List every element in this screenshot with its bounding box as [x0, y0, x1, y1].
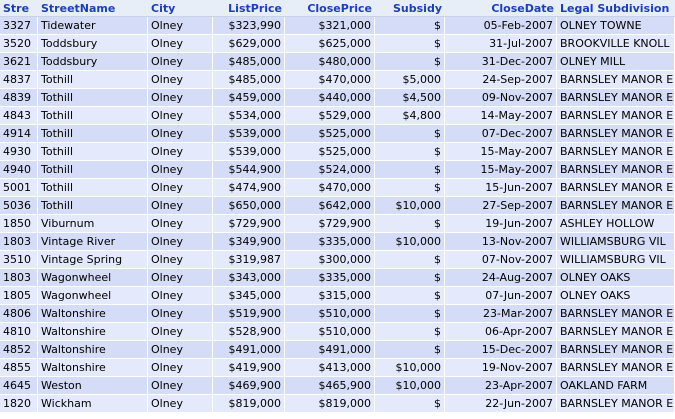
cell-closeprice: $529,000 — [285, 107, 375, 125]
cell-city: Olney — [148, 179, 213, 197]
cell-streetname: Tothill — [38, 161, 148, 179]
cell-legal: BARNSLEY MANOR E — [557, 179, 675, 197]
cell-closedate: 19-Jun-2007 — [445, 215, 557, 233]
cell-subsidy: $ — [375, 251, 445, 269]
cell-closedate: 13-Nov-2007 — [445, 233, 557, 251]
cell-streetname: Wickham — [38, 395, 148, 413]
cell-streetname: Tothill — [38, 89, 148, 107]
cell-closedate: 07-Jun-2007 — [445, 287, 557, 305]
table-body — [0, 17, 675, 413]
cell-legal: OLNEY OAKS — [557, 269, 675, 287]
table-row[interactable] — [0, 395, 675, 413]
cell-street: 4837 — [0, 71, 38, 89]
cell-subsidy: $ — [375, 395, 445, 413]
cell-city: Olney — [148, 35, 213, 53]
cell-street: 1803 — [0, 233, 38, 251]
cell-legal: ASHLEY HOLLOW — [557, 215, 675, 233]
cell-closedate: 09-Nov-2007 — [445, 89, 557, 107]
cell-street: 4930 — [0, 143, 38, 161]
cell-closedate: 07-Dec-2007 — [445, 125, 557, 143]
table-row[interactable] — [0, 251, 675, 269]
column-header-legal[interactable]: Legal Subdivision — [557, 0, 675, 17]
cell-legal: WILLIAMSBURG VIL — [557, 251, 675, 269]
cell-street: 4810 — [0, 323, 38, 341]
cell-street: 4940 — [0, 161, 38, 179]
cell-street: 1850 — [0, 215, 38, 233]
column-header-streetname[interactable]: StreetName — [38, 0, 148, 17]
table-row[interactable] — [0, 107, 675, 125]
cell-closeprice: $440,000 — [285, 89, 375, 107]
cell-subsidy: $ — [375, 287, 445, 305]
cell-closeprice: $729,900 — [285, 215, 375, 233]
cell-street: 3327 — [0, 17, 38, 35]
cell-legal: BARNSLEY MANOR E — [557, 143, 675, 161]
cell-city: Olney — [148, 125, 213, 143]
cell-listprice: $544,900 — [213, 161, 285, 179]
cell-closedate: 07-Nov-2007 — [445, 251, 557, 269]
cell-closedate: 24-Sep-2007 — [445, 71, 557, 89]
cell-city: Olney — [148, 107, 213, 125]
cell-streetname: Waltonshire — [38, 305, 148, 323]
cell-street: 4843 — [0, 107, 38, 125]
table-row[interactable] — [0, 53, 675, 71]
cell-listprice: $419,900 — [213, 359, 285, 377]
cell-listprice: $819,000 — [213, 395, 285, 413]
cell-closeprice: $321,000 — [285, 17, 375, 35]
cell-city: Olney — [148, 395, 213, 413]
cell-city: Olney — [148, 197, 213, 215]
cell-city: Olney — [148, 215, 213, 233]
cell-closedate: 23-Apr-2007 — [445, 377, 557, 395]
cell-closeprice: $525,000 — [285, 125, 375, 143]
column-header-listprice[interactable]: ListPrice — [213, 0, 285, 17]
cell-subsidy: $ — [375, 305, 445, 323]
cell-closedate: 15-Dec-2007 — [445, 341, 557, 359]
cell-subsidy: $ — [375, 53, 445, 71]
cell-streetname: Waltonshire — [38, 359, 148, 377]
cell-closedate: 23-Mar-2007 — [445, 305, 557, 323]
table-row[interactable] — [0, 35, 675, 53]
cell-streetname: Tothill — [38, 125, 148, 143]
cell-legal: OLNEY OAKS — [557, 287, 675, 305]
cell-listprice: $629,000 — [213, 35, 285, 53]
cell-street: 3510 — [0, 251, 38, 269]
cell-closeprice: $510,000 — [285, 305, 375, 323]
table-row[interactable] — [0, 377, 675, 395]
cell-legal: BARNSLEY MANOR E — [557, 341, 675, 359]
cell-legal: BARNSLEY MANOR E — [557, 305, 675, 323]
cell-closeprice: $335,000 — [285, 269, 375, 287]
cell-street: 3520 — [0, 35, 38, 53]
cell-streetname: Tothill — [38, 107, 148, 125]
column-header-street[interactable]: Stre — [0, 0, 38, 17]
column-header-closedate[interactable]: CloseDate — [445, 0, 557, 17]
cell-city: Olney — [148, 359, 213, 377]
cell-closeprice: $413,000 — [285, 359, 375, 377]
table-row[interactable] — [0, 323, 675, 341]
cell-streetname: Tothill — [38, 71, 148, 89]
cell-street: 4855 — [0, 359, 38, 377]
cell-legal: BARNSLEY MANOR E — [557, 161, 675, 179]
cell-closeprice: $470,000 — [285, 179, 375, 197]
column-header-subsidy[interactable]: Subsidy — [375, 0, 445, 17]
cell-city: Olney — [148, 251, 213, 269]
table-row[interactable] — [0, 287, 675, 305]
cell-street: 4645 — [0, 377, 38, 395]
column-header-closeprice[interactable]: ClosePrice — [285, 0, 375, 17]
cell-closeprice: $315,000 — [285, 287, 375, 305]
cell-subsidy: $ — [375, 161, 445, 179]
table-row[interactable] — [0, 125, 675, 143]
table-row[interactable] — [0, 179, 675, 197]
cell-legal: BARNSLEY MANOR E — [557, 323, 675, 341]
table-row[interactable] — [0, 71, 675, 89]
cell-city: Olney — [148, 287, 213, 305]
cell-city: Olney — [148, 53, 213, 71]
cell-legal: BARNSLEY MANOR E — [557, 89, 675, 107]
cell-legal: BARNSLEY MANOR E — [557, 395, 675, 413]
cell-closeprice: $642,000 — [285, 197, 375, 215]
cell-closeprice: $525,000 — [285, 143, 375, 161]
cell-streetname: Weston — [38, 377, 148, 395]
cell-listprice: $539,000 — [213, 143, 285, 161]
table-row[interactable] — [0, 305, 675, 323]
cell-closeprice: $335,000 — [285, 233, 375, 251]
cell-listprice: $534,000 — [213, 107, 285, 125]
column-header-city[interactable]: City — [148, 0, 213, 17]
cell-listprice: $474,900 — [213, 179, 285, 197]
cell-streetname: Vintage River — [38, 233, 148, 251]
cell-closedate: 05-Feb-2007 — [445, 17, 557, 35]
cell-street: 1820 — [0, 395, 38, 413]
cell-subsidy: $4,800 — [375, 107, 445, 125]
cell-listprice: $729,900 — [213, 215, 285, 233]
cell-subsidy: $ — [375, 179, 445, 197]
cell-listprice: $345,000 — [213, 287, 285, 305]
cell-listprice: $323,990 — [213, 17, 285, 35]
cell-listprice: $519,900 — [213, 305, 285, 323]
table-row[interactable] — [0, 161, 675, 179]
cell-closedate: 15-Jun-2007 — [445, 179, 557, 197]
table-row[interactable] — [0, 233, 675, 251]
table-row[interactable] — [0, 197, 675, 215]
cell-city: Olney — [148, 161, 213, 179]
cell-city: Olney — [148, 269, 213, 287]
cell-subsidy: $ — [375, 143, 445, 161]
cell-streetname: Waltonshire — [38, 323, 148, 341]
cell-city: Olney — [148, 89, 213, 107]
table-row[interactable] — [0, 359, 675, 377]
cell-listprice: $469,900 — [213, 377, 285, 395]
cell-listprice: $539,000 — [213, 125, 285, 143]
cell-listprice: $528,900 — [213, 323, 285, 341]
cell-city: Olney — [148, 71, 213, 89]
cell-legal: BARNSLEY MANOR E — [557, 107, 675, 125]
cell-subsidy: $5,000 — [375, 71, 445, 89]
cell-closeprice: $470,000 — [285, 71, 375, 89]
cell-street: 1803 — [0, 269, 38, 287]
cell-closeprice: $819,000 — [285, 395, 375, 413]
cell-city: Olney — [148, 341, 213, 359]
cell-city: Olney — [148, 17, 213, 35]
cell-listprice: $319,987 — [213, 251, 285, 269]
cell-closedate: 15-May-2007 — [445, 161, 557, 179]
cell-subsidy: $10,000 — [375, 359, 445, 377]
cell-streetname: Tothill — [38, 197, 148, 215]
cell-listprice: $650,000 — [213, 197, 285, 215]
cell-closeprice: $465,900 — [285, 377, 375, 395]
cell-streetname: Toddsbury — [38, 53, 148, 71]
cell-listprice: $491,000 — [213, 341, 285, 359]
cell-closedate: 22-Jun-2007 — [445, 395, 557, 413]
cell-closedate: 31-Dec-2007 — [445, 53, 557, 71]
cell-legal: BARNSLEY MANOR E — [557, 197, 675, 215]
cell-legal: OAKLAND FARM — [557, 377, 675, 395]
cell-city: Olney — [148, 233, 213, 251]
table-row[interactable] — [0, 89, 675, 107]
cell-closedate: 15-May-2007 — [445, 143, 557, 161]
cell-city: Olney — [148, 143, 213, 161]
cell-closedate: 31-Jul-2007 — [445, 35, 557, 53]
cell-closeprice: $625,000 — [285, 35, 375, 53]
cell-subsidy: $ — [375, 35, 445, 53]
cell-subsidy: $10,000 — [375, 377, 445, 395]
cell-streetname: Vintage Spring — [38, 251, 148, 269]
table-row[interactable] — [0, 341, 675, 359]
cell-closedate: 19-Nov-2007 — [445, 359, 557, 377]
cell-closeprice: $524,000 — [285, 161, 375, 179]
cell-subsidy: $10,000 — [375, 197, 445, 215]
cell-streetname: Tothill — [38, 143, 148, 161]
cell-city: Olney — [148, 305, 213, 323]
cell-streetname: Wagonwheel — [38, 287, 148, 305]
cell-street: 4914 — [0, 125, 38, 143]
table-row[interactable] — [0, 215, 675, 233]
cell-legal: WILLIAMSBURG VIL — [557, 233, 675, 251]
cell-legal: BROOKVILLE KNOLL — [557, 35, 675, 53]
cell-streetname: Tothill — [38, 179, 148, 197]
cell-street: 4852 — [0, 341, 38, 359]
cell-closedate: 14-May-2007 — [445, 107, 557, 125]
cell-street: 3621 — [0, 53, 38, 71]
cell-streetname: Toddsbury — [38, 35, 148, 53]
cell-city: Olney — [148, 323, 213, 341]
table-row[interactable] — [0, 269, 675, 287]
cell-legal: BARNSLEY MANOR E — [557, 125, 675, 143]
cell-city: Olney — [148, 377, 213, 395]
cell-streetname: Wagonwheel — [38, 269, 148, 287]
table-row[interactable] — [0, 17, 675, 35]
cell-street: 4806 — [0, 305, 38, 323]
cell-listprice: $343,000 — [213, 269, 285, 287]
cell-street: 5001 — [0, 179, 38, 197]
cell-closedate: 06-Apr-2007 — [445, 323, 557, 341]
cell-closedate: 24-Aug-2007 — [445, 269, 557, 287]
cell-closedate: 27-Sep-2007 — [445, 197, 557, 215]
header-row — [0, 0, 675, 17]
cell-subsidy: $ — [375, 341, 445, 359]
cell-subsidy: $4,500 — [375, 89, 445, 107]
cell-streetname: Tidewater — [38, 17, 148, 35]
cell-subsidy: $10,000 — [375, 233, 445, 251]
cell-listprice: $485,000 — [213, 53, 285, 71]
cell-listprice: $485,000 — [213, 71, 285, 89]
cell-legal: OLNEY TOWNE — [557, 17, 675, 35]
cell-legal: OLNEY MILL — [557, 53, 675, 71]
cell-closeprice: $300,000 — [285, 251, 375, 269]
table-row[interactable] — [0, 143, 675, 161]
cell-subsidy: $ — [375, 269, 445, 287]
cell-closeprice: $480,000 — [285, 53, 375, 71]
cell-legal: BARNSLEY MANOR E — [557, 71, 675, 89]
cell-street: 1805 — [0, 287, 38, 305]
cell-streetname: Waltonshire — [38, 341, 148, 359]
cell-closeprice: $491,000 — [285, 341, 375, 359]
cell-subsidy: $ — [375, 323, 445, 341]
cell-subsidy: $ — [375, 17, 445, 35]
cell-subsidy: $ — [375, 215, 445, 233]
cell-streetname: Viburnum — [38, 215, 148, 233]
cell-closeprice: $510,000 — [285, 323, 375, 341]
cell-street: 4839 — [0, 89, 38, 107]
cell-legal: BARNSLEY MANOR E — [557, 359, 675, 377]
cell-listprice: $349,900 — [213, 233, 285, 251]
cell-subsidy: $ — [375, 125, 445, 143]
cell-listprice: $459,000 — [213, 89, 285, 107]
cell-street: 5036 — [0, 197, 38, 215]
